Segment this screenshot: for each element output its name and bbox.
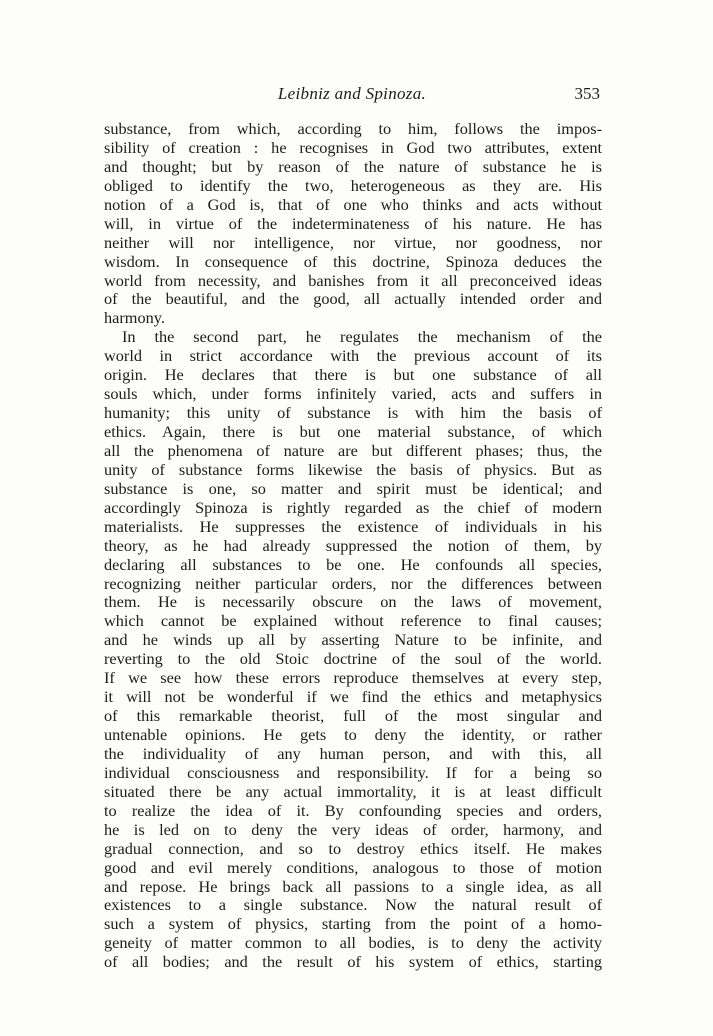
text-line: unity of substance forms likewise the basis of physics. But as [104, 459, 602, 479]
text-line: origin. He declares that there is but one substance of all [104, 365, 602, 385]
text-line: such a system of physics, starting from the point of a homo- [104, 914, 602, 934]
text-line: materialists. He suppresses the existence of individuals in his [104, 516, 602, 536]
text-line: and he winds up all by asserting Nature to be infinite, and [104, 630, 602, 650]
text-line: notion of a God is, that of one who thinks and acts without [104, 194, 602, 214]
text-line: good and evil merely conditions, analogous to those of motion [104, 857, 602, 877]
text-line: neither will nor intelligence, nor virtue, nor goodness, nor [104, 232, 602, 252]
text-line: all the phenomena of nature are but different phases; thus, the [104, 440, 602, 460]
text-line: harmony. [104, 308, 165, 328]
text-line: theory, as he had already suppressed the notion of them, by [104, 535, 602, 555]
text-line: reverting to the old Stoic doctrine of the soul of the world. [104, 649, 602, 669]
text-line: geneity of matter common to all bodies, is to deny the activity [104, 933, 602, 953]
text-line: of this remarkable theorist, full of the most singular and [104, 706, 602, 726]
text-line: situated there be any actual immortality, it is at least difficult [104, 781, 602, 801]
text-line: declaring all substances to be one. He confounds all species, [104, 554, 602, 574]
text-line: recognizing neither particular orders, nor the differences between [104, 573, 602, 593]
text-line: accordingly Spinoza is rightly regarded as the chief of modern [104, 497, 602, 517]
text-line: individual consciousness and responsibility. If for a being so [104, 762, 602, 782]
text-line: it will not be wonderful if we find the ethics and metaphysics [104, 687, 602, 707]
text-line: of all bodies; and the result of his system of ethics, starting [104, 952, 602, 972]
text-line: of the beautiful, and the good, all actually intended order and [104, 289, 602, 309]
body-text [104, 120, 602, 972]
text-line: the individuality of any human person, and with this, all [104, 743, 602, 763]
text-line: humanity; this unity of substance is with him the basis of [104, 403, 602, 423]
text-line: world in strict accordance with the previous account of its [104, 346, 602, 366]
text-line: world from necessity, and banishes from it all preconceived ideas [104, 270, 602, 290]
text-line: them. He is necessarily obscure on the laws of movement, [104, 592, 602, 612]
text-line: In the second part, he regulates the mechanism of the [122, 327, 602, 347]
text-line: substance is one, so matter and spirit must be identical; and [104, 478, 602, 498]
text-line: to realize the idea of it. By confounding species and orders, [104, 800, 602, 820]
text-line: untenable opinions. He gets to deny the identity, or rather [104, 725, 602, 744]
text-line: gradual connection, and so to destroy ethics itself. He makes [104, 838, 602, 858]
text-line: he is led on to deny the very ideas of order, harmony, and [104, 819, 602, 839]
text-line: If we see how these errors reproduce themselves at every step, [104, 668, 602, 688]
text-line: ethics. Again, there is but one material substance, of which [104, 422, 602, 441]
text-line: wisdom. In consequence of this doctrine, Spinoza deduces the [104, 251, 602, 271]
text-line: sibility of creation : he recognises in God two attributes, extent [104, 137, 602, 157]
text-line: obliged to identify the two, heterogeneous as they are. His [104, 175, 602, 195]
page-number: 353 [574, 84, 600, 103]
text-line: and repose. He brings back all passions to a single idea, as all [104, 876, 602, 896]
text-line: souls which, under forms infinitely varied, acts and suffers in [104, 384, 602, 404]
running-title: Leibniz and Spinoza. [277, 84, 427, 103]
text-line: existences to a single substance. Now the natural result of [104, 895, 602, 915]
text-line: which cannot be explained without reference to final causes; [104, 611, 602, 631]
text-line: and thought; but by reason of the nature of substance he is [104, 156, 602, 176]
text-line: substance, from which, according to him, follows the impos- [104, 119, 602, 138]
text-line: will, in virtue of the indeterminateness of his nature. He has [104, 213, 602, 233]
running-head [104, 84, 600, 106]
